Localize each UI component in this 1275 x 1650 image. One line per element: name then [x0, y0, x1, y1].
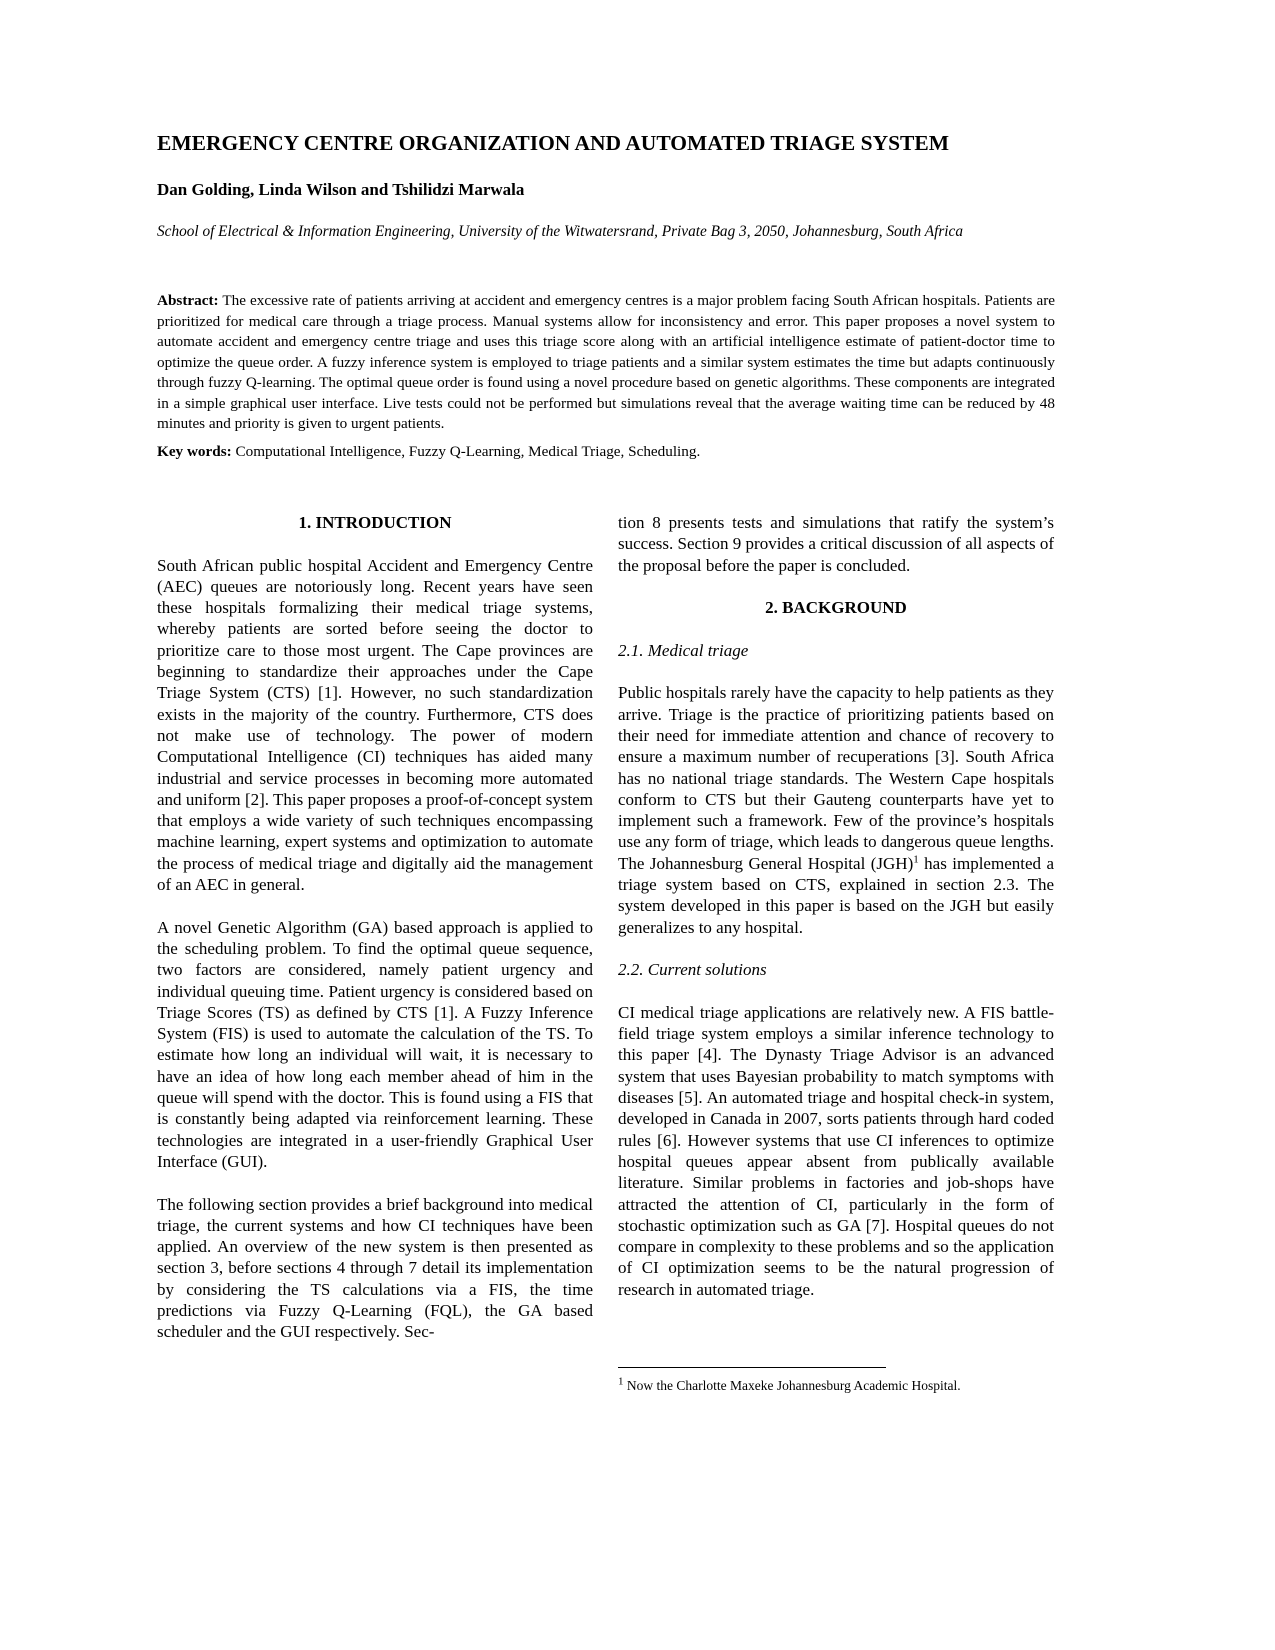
subsection-heading-medical-triage: 2.1. Medical triage [618, 640, 749, 660]
section-heading-background: 2. BACKGROUND [765, 598, 907, 618]
section-heading-introduction: 1. INTRODUCTION [298, 513, 452, 532]
paragraph: tion 8 presents tests and simulations that ratify the system’s success. Section 9 provides a critical discussion of all aspects of the proposal before the paper is concluded. [618, 513, 1054, 575]
paragraph: The following section provides a brief background into medical triage, the current systems and how CI techniques have been applied. An overview of the new system is then presented as section 3, before sections 4 through 7 detail its implementation by considering the TS calculations via a FIS, the time predictions via Fuzzy Q-Learning (FQL), the GA based scheduler and the GUI respectively. Sec- [157, 1194, 593, 1342]
keywords [157, 443, 1055, 461]
paragraph-text: Public hospitals rarely have the capacity to help patients as they arrive. Triage is the practice of prioritizing patients based on their need for immediate attention and chance of recovery to ensure a maximum number of recuperations [3]. South Africa has no national triage standards. The Western Cape hospitals conform to CTS but their Gauteng counterparts have yet to implement such a framework. Few of the province’s hospitals use any form of triage, which leads to dangerous queue lengths. The Johannesburg General Hospital (JGH) [618, 683, 1054, 873]
abstract [157, 291, 1055, 435]
affiliation: School of Electrical & Information Engineering, University of the Witwatersrand, Private Bag 3, 2050, Johannesburg, South Africa [157, 223, 963, 240]
footnote-number: 1 [618, 1375, 624, 1388]
subsection-heading-current-solutions: 2.2. Current solutions [618, 960, 767, 980]
keywords-text: Computational Intelligence, Fuzzy Q-Learning, Medical Triage, Scheduling. [235, 443, 701, 460]
right-column [618, 512, 1054, 1321]
footnote [618, 1375, 961, 1394]
paragraph: CI medical triage applications are relatively new. A FIS battle-field triage system employs a similar inference technology to this paper [4]. The Dynasty Triage Advisor is an advanced system that uses Bayesian probability to match symptoms with diseases [5]. An automated triage and hospital check-in system, developed in Canada in 2007, sorts patients through hard coded rules [6]. However systems that use CI inferences to optimize hospital queues appear absent from publically available literature. Similar problems in factories and job-shops have attracted the attention of CI, particularly in the form of stochastic optimization such as GA [7]. Hospital queues do not compare in complexity to these problems and so the application of CI optimization seems to be the natural progression of research in automated triage. [618, 1002, 1054, 1299]
footnote-mark: 1 [913, 853, 919, 866]
footnote-text: Now the Charlotte Maxeke Johannesburg Academic Hospital. [623, 1378, 961, 1393]
abstract-label: Abstract: [157, 292, 219, 309]
footnote-divider [618, 1367, 886, 1368]
keywords-label: Key words: [157, 443, 232, 460]
authors: Dan Golding, Linda Wilson and Tshilidzi Marwala [157, 180, 525, 199]
paragraph [618, 682, 1054, 938]
paper-title: EMERGENCY CENTRE ORGANIZATION AND AUTOMATED TRIAGE SYSTEM [157, 131, 950, 155]
paragraph-text: has implemented a triage system based on CTS, explained in section 2.3. The system developed in this paper is based on the JGH but easily generalizes to any hospital. [618, 853, 1054, 937]
paragraph: A novel Genetic Algorithm (GA) based approach is applied to the scheduling problem. To find the optimal queue sequence, two factors are considered, namely patient urgency and individual queuing time. Patient urgency is considered based on Triage Scores (TS) as defined by CTS [1]. A Fuzzy Inference System (FIS) is used to automate the calculation of the TS. To estimate how long an individual will wait, it is necessary to have an idea of how long each member ahead of him in the queue will spend with the doctor. This is found using a FIS that is constantly being adapted via reinforcement learning. These technologies are integrated in a user-friendly Graphical User Interface (GUI). [157, 917, 593, 1171]
paragraph: South African public hospital Accident and Emergency Centre (AEC) queues are notoriously long. Recent years have seen these hospitals formalizing their medical triage systems, whereby patients are sorted before seeing the doctor to prioritize care to those most urgent. The Cape provinces are beginning to standardize their approaches under the Cape Triage System (CTS) [1]. However, no such standardization exists in the majority of the country. Furthermore, CTS does not make use of technology. The power of modern Computational Intelligence (CI) techniques has aided many industrial and service processes in becoming more automated and uniform [2]. This paper proposes a proof-of-concept system that employs a wide variety of such techniques encompassing machine learning, expert systems and optimization to automate the process of medical triage and digitally aid the management of an AEC in general. [157, 555, 593, 895]
left-column [157, 512, 593, 1364]
abstract-text: The excessive rate of patients arriving at accident and emergency centres is a major problem facing South African hospitals. Patients are prioritized for medical care through a triage process. Manual systems allow for inconsistency and error. This paper proposes a novel system to automate accident and emergency centre triage and uses this triage score along with an artificial intelligence estimate of patient-doctor time to optimize the queue order. A fuzzy inference system is employed to triage patients and a similar system estimates the time but adapts continuously through fuzzy Q-learning. The optimal queue order is found using a novel procedure based on genetic algorithms. These components are integrated in a simple graphical user interface. Live tests could not be performed but simulations reveal that the average waiting time can be reduced by 48 minutes and priority is given to urgent patients. [157, 292, 1055, 432]
